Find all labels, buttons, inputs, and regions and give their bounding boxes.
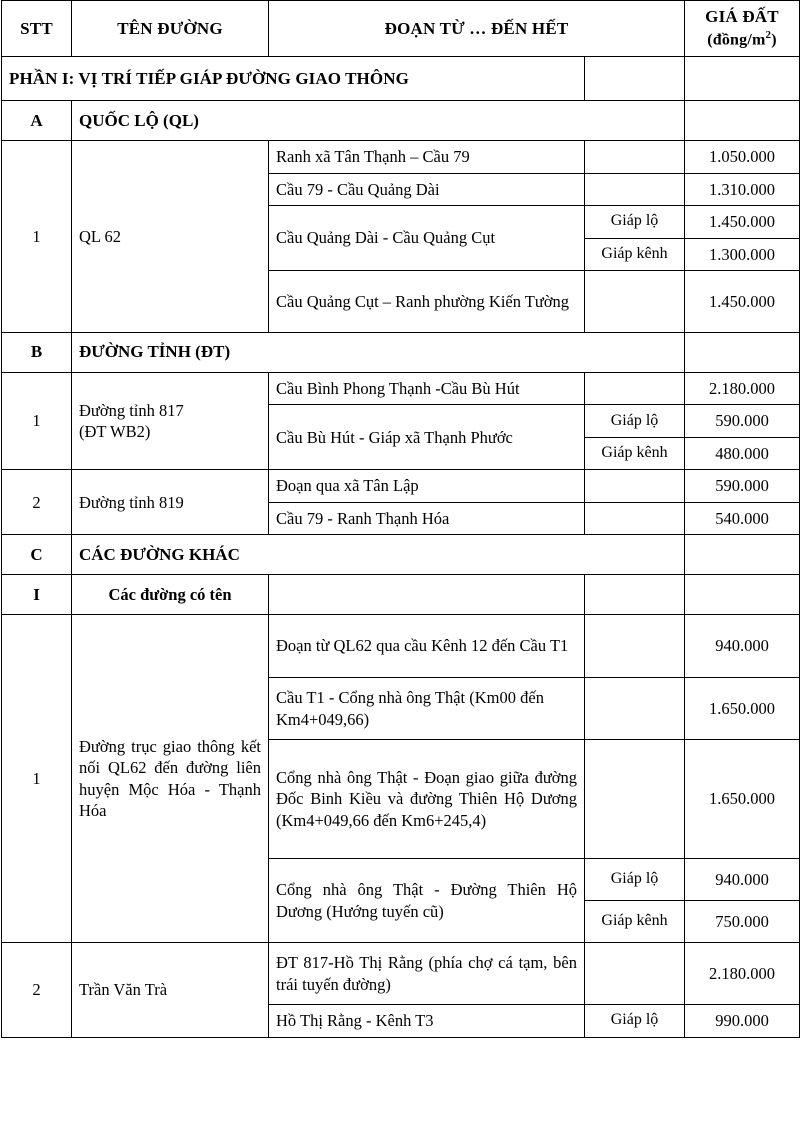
group-c-i-sub-blank [585, 575, 685, 615]
group-c-i-seg-blank [269, 575, 585, 615]
table-body [2, 57, 800, 1037]
segment-subtype: Giáp kênh [585, 901, 685, 943]
group-row-a [2, 101, 800, 141]
segment-text: Cầu Bình Phong Thạnh -Cầu Bù Hút [269, 372, 585, 404]
table-header [2, 1, 800, 57]
segment-price: 990.000 [685, 1005, 800, 1037]
segment-price: 1.650.000 [685, 740, 800, 859]
group-letter-b: B [2, 332, 72, 372]
segment-text: Đoạn qua xã Tân Lập [269, 470, 585, 502]
segment-text: Cầu 79 - Cầu Quảng Dài [269, 173, 585, 205]
segment-text: Cổng nhà ông Thật - Đường Thiên Hộ Dương (Hướng tuyến cũ) [269, 859, 585, 943]
table-row [2, 141, 800, 173]
header-row [2, 1, 800, 57]
row-name-dt817 [72, 372, 269, 469]
segment-subtype [585, 141, 685, 173]
column-header-gia-dat [685, 1, 800, 57]
segment-subtype: Giáp kênh [585, 238, 685, 270]
segment-price: 1.450.000 [685, 270, 800, 332]
segment-price: 540.000 [685, 502, 800, 534]
segment-text: Cầu T1 - Cổng nhà ông Thật (Km00 đến Km4+049,66) [269, 678, 585, 740]
row-name-dt817-line2: (ĐT WB2) [79, 422, 151, 442]
group-row-c [2, 535, 800, 575]
segment-price: 1.310.000 [685, 173, 800, 205]
segment-subtype [585, 270, 685, 332]
row-stt-dt819: 2 [2, 470, 72, 535]
segment-subtype: Giáp kênh [585, 437, 685, 469]
part-title: PHẦN I: VỊ TRÍ TIẾP GIÁP ĐƯỜNG GIAO THÔNG [2, 57, 585, 101]
group-title-a: QUỐC LỘ (QL) [72, 101, 685, 141]
segment-subtype [585, 943, 685, 1005]
group-b-price-blank [685, 332, 800, 372]
segment-subtype: Giáp lộ [585, 859, 685, 901]
row-name-ql62: QL 62 [72, 141, 269, 333]
segment-text: Cầu Quảng Dài - Cầu Quảng Cụt [269, 206, 585, 271]
segment-subtype: Giáp lộ [585, 405, 685, 437]
group-title-c: CÁC ĐƯỜNG KHÁC [72, 535, 685, 575]
segment-subtype [585, 615, 685, 678]
group-letter-c-i: I [2, 575, 72, 615]
row-name-dt817-line1: Đường tỉnh 817 [79, 400, 184, 420]
group-c-i-price-blank [685, 575, 800, 615]
group-title-b: ĐƯỜNG TỈNH (ĐT) [72, 332, 685, 372]
row-stt-ql62: 1 [2, 141, 72, 333]
segment-subtype [585, 502, 685, 534]
row-name-truc-giao-thong: Đường trục giao thông kết nối QL62 đến đường liên huyện Mộc Hóa - Thạnh Hóa [72, 615, 269, 943]
segment-price: 590.000 [685, 470, 800, 502]
table-row [2, 615, 800, 678]
land-price-table [1, 0, 800, 1038]
segment-price: 1.050.000 [685, 141, 800, 173]
segment-price: 2.180.000 [685, 372, 800, 404]
segment-price: 1.450.000 [685, 206, 800, 238]
segment-text: Đoạn từ QL62 qua cầu Kênh 12 đến Cầu T1 [269, 615, 585, 678]
segment-price: 480.000 [685, 437, 800, 469]
segment-text: Cầu Bù Hút - Giáp xã Thạnh Phước [269, 405, 585, 470]
segment-price: 750.000 [685, 901, 800, 943]
segment-subtype [585, 173, 685, 205]
group-letter-c: C [2, 535, 72, 575]
gia-dat-label: GIÁ ĐẤT [705, 7, 779, 26]
row-name-tran-van-tra: Trần Văn Trà [72, 943, 269, 1037]
row-stt-tran-van-tra: 2 [2, 943, 72, 1037]
group-c-price-blank [685, 535, 800, 575]
table-row [2, 943, 800, 1005]
segment-subtype [585, 678, 685, 740]
segment-subtype [585, 470, 685, 502]
part-title-sub-blank [585, 57, 685, 101]
segment-price: 1.650.000 [685, 678, 800, 740]
segment-text: Hồ Thị Rằng - Kênh T3 [269, 1005, 585, 1037]
segment-price: 590.000 [685, 405, 800, 437]
row-name-dt819: Đường tỉnh 819 [72, 470, 269, 535]
segment-text: Ranh xã Tân Thạnh – Cầu 79 [269, 141, 585, 173]
segment-text: Cầu 79 - Ranh Thạnh Hóa [269, 502, 585, 534]
group-letter-a: A [2, 101, 72, 141]
group-title-c-i: Các đường có tên [72, 575, 269, 615]
table-row [2, 470, 800, 502]
table-row [2, 372, 800, 404]
segment-subtype [585, 372, 685, 404]
segment-price: 1.300.000 [685, 238, 800, 270]
segment-text: Cổng nhà ông Thật - Đoạn giao giữa đường Đốc Binh Kiều và đường Thiên Hộ Dương (Km4+049,66 đến Km6+245,4) [269, 740, 585, 859]
row-stt-truc-giao-thong: 1 [2, 615, 72, 943]
part-title-row [2, 57, 800, 101]
group-row-c-i [2, 575, 800, 615]
segment-subtype [585, 740, 685, 859]
segment-text: ĐT 817-Hồ Thị Rằng (phía chợ cá tạm, bên trái tuyến đường) [269, 943, 585, 1005]
column-header-doan-tu-den-het: ĐOẠN TỪ … ĐẾN HẾT [269, 1, 685, 57]
column-header-stt: STT [2, 1, 72, 57]
gia-dat-unit: $(đồng/m^2)$ [707, 29, 777, 49]
group-a-price-blank [685, 101, 800, 141]
segment-subtype: Giáp lộ [585, 1005, 685, 1037]
segment-text: Cầu Quảng Cụt – Ranh phường Kiến Tường [269, 270, 585, 332]
segment-subtype: Giáp lộ [585, 206, 685, 238]
row-stt-dt817: 1 [2, 372, 72, 469]
segment-price: 940.000 [685, 859, 800, 901]
column-header-ten-duong: TÊN ĐƯỜNG [72, 1, 269, 57]
segment-price: 2.180.000 [685, 943, 800, 1005]
group-row-b [2, 332, 800, 372]
part-title-price-blank [685, 57, 800, 101]
segment-price: 940.000 [685, 615, 800, 678]
